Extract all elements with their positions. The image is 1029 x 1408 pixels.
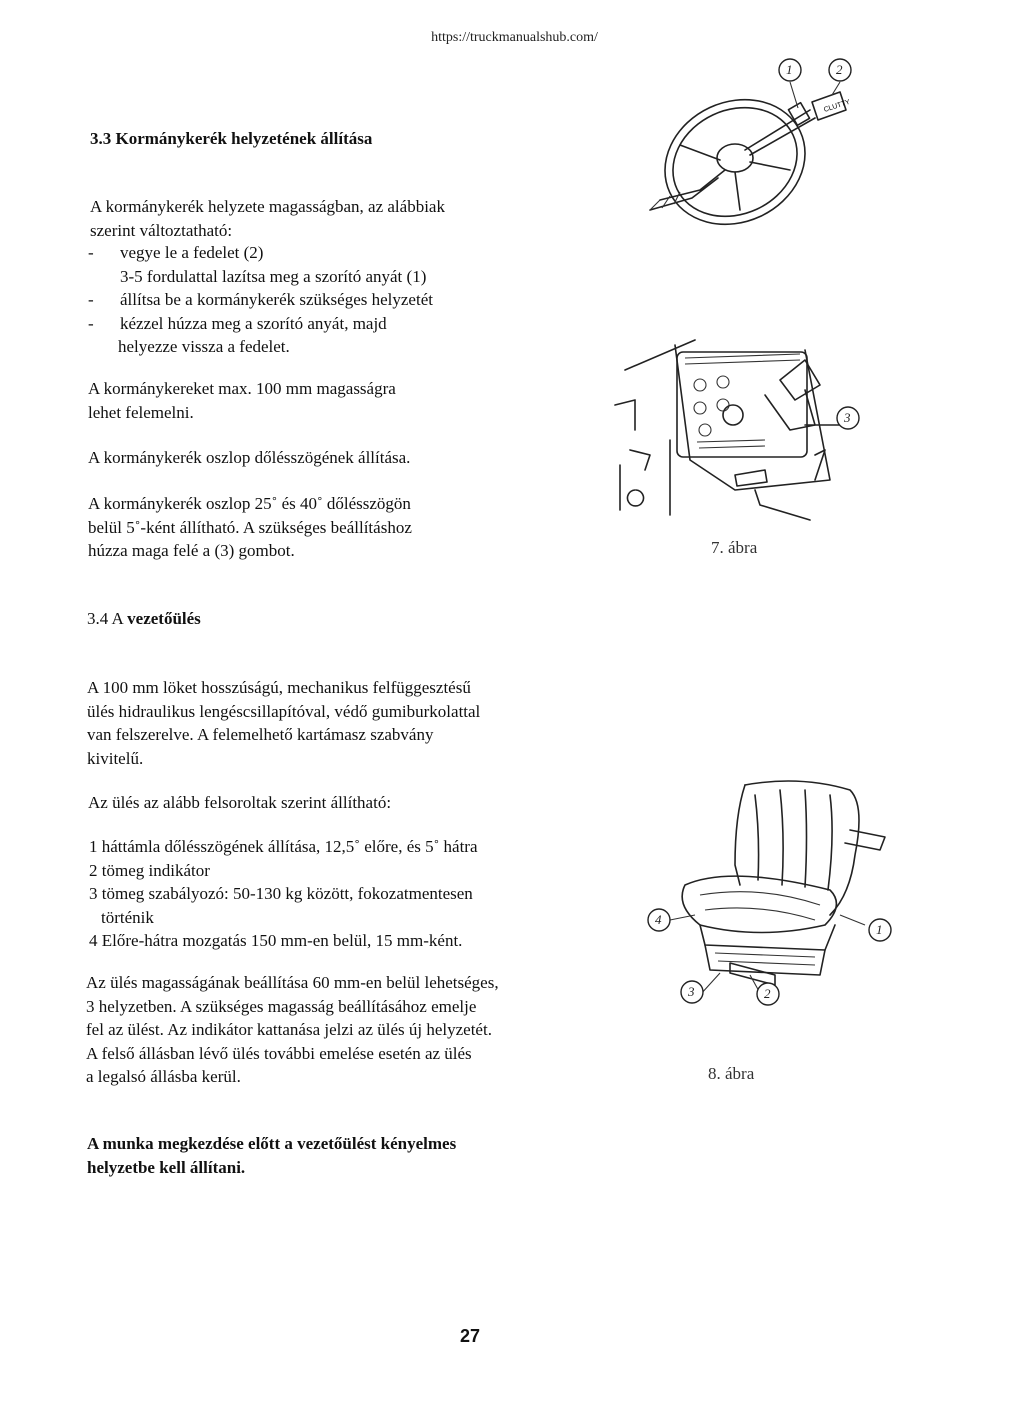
title-prefix: 3.4 A [87, 609, 128, 628]
intro-line: A kormánykerék helyzete magasságban, az alábbiak [90, 197, 445, 216]
paragraph-line: lehet felemelni. [88, 402, 194, 422]
paragraph-line: A kormánykereket max. 100 mm magasságra [88, 379, 396, 398]
list-item [88, 312, 433, 336]
section-3-3-title: 3.3 Kormánykerék helyzetének állítása [90, 129, 373, 148]
paragraph-line: 3 helyzetben. A szükséges magasság beállításához emelje [86, 996, 477, 1016]
paragraph-line: a legalsó állásba kerül. [86, 1067, 241, 1086]
header-url: https://truckmanualshub.com/ [431, 30, 598, 45]
tilt-paragraph [88, 492, 412, 563]
clutch-cap-label: CLUTTY [823, 98, 852, 114]
page-number: 27 [459, 1326, 481, 1346]
height-paragraph [86, 971, 499, 1089]
list-item [88, 241, 433, 265]
section-3-3-intro [90, 195, 445, 242]
dashboard-figure [615, 330, 865, 525]
figure-8-caption: 8. ábra [708, 1064, 755, 1083]
seat-description [87, 676, 480, 770]
title-bold: vezetőülés [127, 609, 201, 628]
list-dash: - [88, 243, 94, 262]
list-item: 4 Előre-hátra mozgatás 150 mm-en belül, 15 mm-ként. [89, 931, 463, 950]
callout-4-label: 4 [655, 912, 662, 927]
list-item: történik [101, 907, 154, 927]
steering-steps-list [88, 241, 433, 359]
list-item [88, 335, 433, 359]
list-item: 3 tömeg szabályozó: 50-130 kg között, fokozatmentesen [89, 884, 473, 903]
callout-2-label: 2 [764, 986, 771, 1001]
list-item-text: állítsa be a kormánykerék szükséges helyzetét [120, 290, 433, 309]
list-dash: - [88, 290, 94, 309]
callout-3-label: 3 [844, 410, 851, 425]
intro-line: szerint változtatható: [90, 220, 233, 240]
list-item-text: vegye le a fedelet (2) [120, 243, 264, 262]
paragraph-line: A kormánykerék oszlop 25˚ és 40˚ dőlésszögön [88, 494, 411, 513]
paragraph-line: belül 5˚-ként állítható. A szükséges beállításhoz [88, 517, 412, 537]
list-item-text: kézzel húzza meg a szorító anyát, majd [120, 313, 387, 333]
section-3-4-title [87, 607, 201, 631]
list-item: 1 háttámla dőlésszögének állítása, 12,5˚ előre, és 5˚ hátra [89, 837, 478, 856]
paragraph-line: Az ülés magasságának beállítása 60 mm-en belül lehetséges, [86, 973, 499, 992]
warning-line: helyzetbe kell állítani. [87, 1157, 246, 1177]
warning-note [87, 1132, 456, 1179]
list-dash: - [88, 313, 94, 333]
figure-7-caption: 7. ábra [711, 538, 758, 557]
list-item-text: 3-5 fordulattal lazítsa meg a szorító anyát (1) [120, 266, 427, 286]
list-item-text: helyezze vissza a fedelet. [118, 337, 290, 356]
list-item [88, 288, 433, 312]
paragraph-line: kivitelű. [87, 748, 144, 768]
paragraph-line: ülés hidraulikus lengéscsillapítóval, védő gumiburkolattal [87, 701, 481, 721]
paragraph-line: A 100 mm löket hosszúságú, mechanikus felfüggesztésű [87, 678, 471, 697]
paragraph-line: A felső állásban lévő ülés további emelése esetén az ülés [86, 1043, 472, 1063]
seat-figure [640, 775, 895, 1015]
steering-wheel-figure [640, 50, 880, 240]
paragraph-line: húzza maga felé a (3) gombot. [88, 541, 295, 560]
list-item: 2 tömeg indikátor [89, 860, 210, 880]
callout-2-label: 2 [836, 62, 843, 77]
adjust-list [89, 835, 478, 953]
callout-3-label: 3 [688, 984, 695, 999]
list-item [88, 265, 433, 289]
max-height-paragraph [88, 377, 396, 424]
paragraph-line: van felszerelve. A felemelhető kartámasz szabvány [87, 725, 434, 744]
callout-1-label: 1 [876, 922, 883, 937]
warning-line: A munka megkezdése előtt a vezetőülést kényelmes [87, 1134, 457, 1153]
callout-1-label: 1 [786, 62, 793, 77]
paragraph-line: fel az ülést. Az indikátor kattanása jelzi az ülés új helyzetét. [86, 1020, 492, 1039]
adjust-intro: Az ülés az alább felsoroltak szerint állítható: [88, 793, 392, 812]
tilt-title: A kormánykerék oszlop dőlésszögének állítása. [88, 448, 411, 467]
